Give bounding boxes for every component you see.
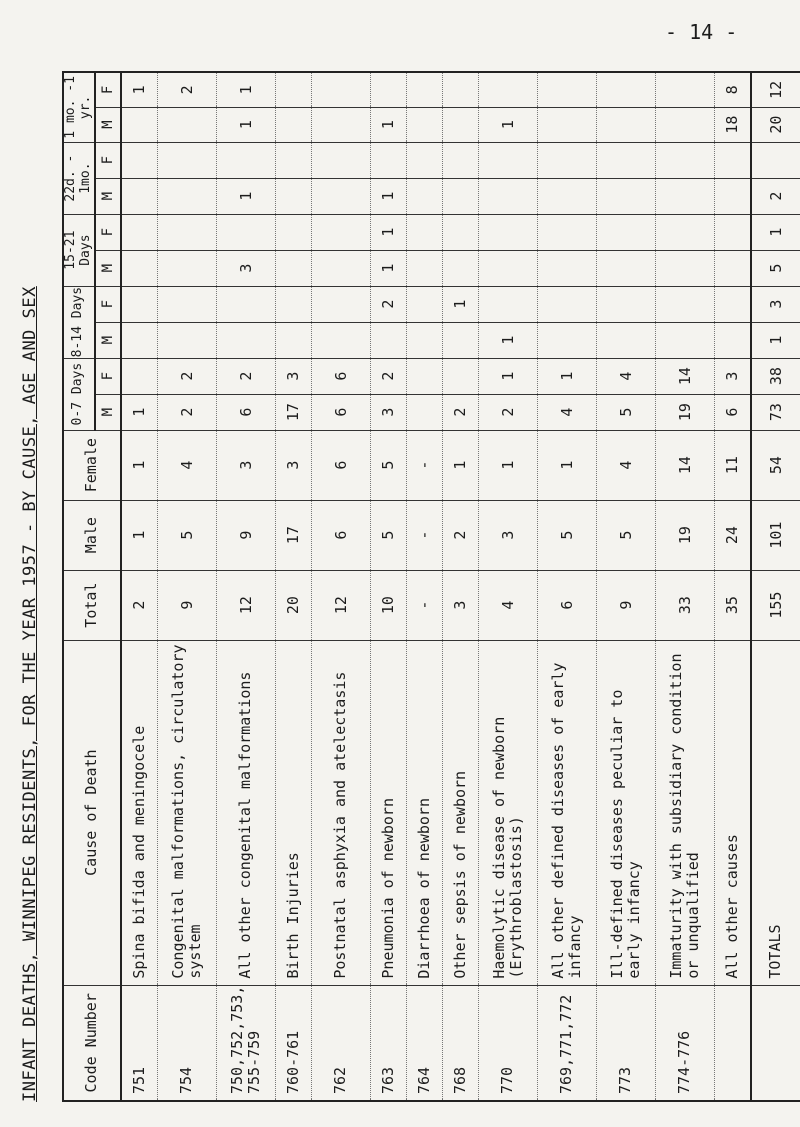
count-cell-d814-m bbox=[537, 322, 596, 358]
table-row bbox=[655, 72, 714, 1101]
count-cell-d22-f bbox=[406, 142, 442, 178]
code-cell: 751 bbox=[121, 985, 158, 1101]
count-cell-d1521-f: 1 bbox=[370, 214, 406, 250]
cause-cell: Ill-defined diseases peculiar to early infancy bbox=[596, 640, 655, 985]
count-cell-mo1-m: 1 bbox=[370, 107, 406, 142]
rotated-sheet bbox=[20, 2, 785, 1102]
cause-cell: Spina bifida and meningocele bbox=[121, 640, 158, 985]
count-cell-d22-m: 2 bbox=[751, 178, 800, 214]
count-cell-d22-f bbox=[537, 142, 596, 178]
count-cell-d07-f: 2 bbox=[216, 358, 275, 394]
col-header-female: Female bbox=[63, 430, 121, 500]
table-row bbox=[714, 72, 751, 1101]
count-cell-d814-f: 2 bbox=[370, 286, 406, 322]
count-cell-mo1-m bbox=[537, 107, 596, 142]
count-cell-mo1-f bbox=[596, 72, 655, 107]
col-header-age-1mo-1yr: 1 mo. -1 yr. bbox=[63, 72, 95, 142]
code-cell: 763 bbox=[370, 985, 406, 1101]
count-cell-d22-m bbox=[478, 178, 537, 214]
count-cell-d814-m bbox=[714, 322, 751, 358]
count-cell-d07-m: 2 bbox=[478, 394, 537, 430]
count-cell-mo1-m bbox=[275, 107, 311, 142]
count-cell-male: 5 bbox=[157, 500, 216, 570]
count-cell-d814-m bbox=[442, 322, 478, 358]
table-row bbox=[596, 72, 655, 1101]
count-cell-female: 3 bbox=[275, 430, 311, 500]
count-cell-d814-f bbox=[537, 286, 596, 322]
count-cell-d814-m: 1 bbox=[751, 322, 800, 358]
page-number: - 14 - bbox=[665, 20, 738, 44]
count-cell-mo1-f bbox=[370, 72, 406, 107]
cause-cell: All other defined diseases of early infancy bbox=[537, 640, 596, 985]
col-header-cause: Cause of Death bbox=[63, 640, 121, 985]
count-cell-d1521-m bbox=[655, 250, 714, 286]
table-row bbox=[311, 72, 370, 1101]
cause-cell: Congenital malformations, circulatory system bbox=[157, 640, 216, 985]
count-cell-d1521-m bbox=[442, 250, 478, 286]
count-cell-d22-f bbox=[751, 142, 800, 178]
cause-cell: Postnatal asphyxia and atelectasis bbox=[311, 640, 370, 985]
sub-header-m: M bbox=[95, 107, 121, 142]
count-cell-male: 6 bbox=[311, 500, 370, 570]
col-header-age-15-21: 15-21 Days bbox=[63, 214, 95, 286]
code-cell: 770 bbox=[478, 985, 537, 1101]
count-cell-male: - bbox=[406, 500, 442, 570]
count-cell-mo1-m bbox=[406, 107, 442, 142]
count-cell-d22-m bbox=[537, 178, 596, 214]
count-cell-d1521-m: 5 bbox=[751, 250, 800, 286]
count-cell-d814-m: 1 bbox=[478, 322, 537, 358]
count-cell-d1521-f bbox=[478, 214, 537, 250]
count-cell-total: 12 bbox=[216, 570, 275, 640]
count-cell-d22-f bbox=[121, 142, 158, 178]
cause-cell: All other congenital malformations bbox=[216, 640, 275, 985]
count-cell-mo1-m: 1 bbox=[478, 107, 537, 142]
count-cell-d814-f bbox=[216, 286, 275, 322]
count-cell-d22-m bbox=[311, 178, 370, 214]
count-cell-d22-f bbox=[442, 142, 478, 178]
count-cell-d814-m bbox=[121, 322, 158, 358]
count-cell-male: 2 bbox=[442, 500, 478, 570]
count-cell-total: 6 bbox=[537, 570, 596, 640]
table-row bbox=[406, 72, 442, 1101]
count-cell-total: 4 bbox=[478, 570, 537, 640]
count-cell-mo1-m bbox=[442, 107, 478, 142]
col-header-total: Total bbox=[63, 570, 121, 640]
count-cell-total: 12 bbox=[311, 570, 370, 640]
count-cell-d1521-f bbox=[714, 214, 751, 250]
count-cell-d1521-f bbox=[157, 214, 216, 250]
count-cell-d07-f: 6 bbox=[311, 358, 370, 394]
col-header-age-8-14: 8-14 Days bbox=[63, 286, 95, 358]
count-cell-d814-f bbox=[275, 286, 311, 322]
count-cell-d22-m bbox=[406, 178, 442, 214]
count-cell-d1521-m bbox=[537, 250, 596, 286]
count-cell-d07-m: 17 bbox=[275, 394, 311, 430]
count-cell-d1521-m bbox=[478, 250, 537, 286]
code-cell: 773 bbox=[596, 985, 655, 1101]
count-cell-female: - bbox=[406, 430, 442, 500]
count-cell-total: 35 bbox=[714, 570, 751, 640]
count-cell-mo1-m: 20 bbox=[751, 107, 800, 142]
count-cell-d1521-m: 3 bbox=[216, 250, 275, 286]
count-cell-d814-f bbox=[655, 286, 714, 322]
count-cell-d07-m: 6 bbox=[714, 394, 751, 430]
count-cell-d22-f bbox=[478, 142, 537, 178]
count-cell-female: 1 bbox=[121, 430, 158, 500]
count-cell-d22-f bbox=[714, 142, 751, 178]
cause-cell: Diarrhoea of newborn bbox=[406, 640, 442, 985]
count-cell-mo1-f bbox=[537, 72, 596, 107]
count-cell-d1521-m bbox=[311, 250, 370, 286]
count-cell-d814-m bbox=[275, 322, 311, 358]
count-cell-d07-f: 4 bbox=[596, 358, 655, 394]
count-cell-d814-f bbox=[311, 286, 370, 322]
count-cell-d1521-m bbox=[596, 250, 655, 286]
table-row bbox=[275, 72, 311, 1101]
count-cell-mo1-f bbox=[655, 72, 714, 107]
count-cell-d22-f bbox=[596, 142, 655, 178]
sub-header-m: M bbox=[95, 250, 121, 286]
code-cell: 762 bbox=[311, 985, 370, 1101]
count-cell-d22-m bbox=[442, 178, 478, 214]
count-cell-mo1-f: 1 bbox=[216, 72, 275, 107]
cause-cell: Birth Injuries bbox=[275, 640, 311, 985]
col-header-code: Code Number bbox=[63, 985, 121, 1101]
count-cell-female: 6 bbox=[311, 430, 370, 500]
count-cell-female: 3 bbox=[216, 430, 275, 500]
count-cell-d814-f bbox=[406, 286, 442, 322]
table-row bbox=[537, 72, 596, 1101]
count-cell-d07-f bbox=[121, 358, 158, 394]
count-cell-d814-f bbox=[714, 286, 751, 322]
count-cell-d07-m: 4 bbox=[537, 394, 596, 430]
count-cell-mo1-m bbox=[596, 107, 655, 142]
infant-deaths-table bbox=[62, 71, 800, 1102]
count-cell-d07-m: 2 bbox=[442, 394, 478, 430]
table-row bbox=[216, 72, 275, 1101]
code-cell: 769,771,772 bbox=[537, 985, 596, 1101]
count-cell-d22-f bbox=[655, 142, 714, 178]
count-cell-d1521-f bbox=[275, 214, 311, 250]
count-cell-d22-m bbox=[655, 178, 714, 214]
count-cell-mo1-m bbox=[311, 107, 370, 142]
table-row bbox=[751, 72, 800, 1101]
col-header-age-0-7: 0-7 Days bbox=[63, 358, 95, 430]
sub-header-f: F bbox=[95, 358, 121, 394]
count-cell-d1521-f bbox=[596, 214, 655, 250]
count-cell-mo1-m bbox=[655, 107, 714, 142]
count-cell-d1521-m bbox=[121, 250, 158, 286]
count-cell-female: 1 bbox=[478, 430, 537, 500]
count-cell-d814-m bbox=[655, 322, 714, 358]
count-cell-total: 33 bbox=[655, 570, 714, 640]
count-cell-d07-f: 38 bbox=[751, 358, 800, 394]
count-cell-total: - bbox=[406, 570, 442, 640]
count-cell-d814-m bbox=[157, 322, 216, 358]
sub-header-m: M bbox=[95, 322, 121, 358]
count-cell-d814-f bbox=[121, 286, 158, 322]
count-cell-d1521-m bbox=[157, 250, 216, 286]
count-cell-male: 5 bbox=[537, 500, 596, 570]
count-cell-mo1-m bbox=[157, 107, 216, 142]
count-cell-d07-f: 2 bbox=[157, 358, 216, 394]
table-row bbox=[370, 72, 406, 1101]
count-cell-d1521-m: 1 bbox=[370, 250, 406, 286]
count-cell-d22-m bbox=[121, 178, 158, 214]
table-row bbox=[157, 72, 216, 1101]
count-cell-d814-f bbox=[478, 286, 537, 322]
count-cell-d814-m bbox=[596, 322, 655, 358]
count-cell-d07-m: 5 bbox=[596, 394, 655, 430]
count-cell-d07-m: 3 bbox=[370, 394, 406, 430]
code-cell: 764 bbox=[406, 985, 442, 1101]
count-cell-d07-m: 2 bbox=[157, 394, 216, 430]
count-cell-d1521-m bbox=[406, 250, 442, 286]
count-cell-d814-f: 3 bbox=[751, 286, 800, 322]
sub-header-m: M bbox=[95, 394, 121, 430]
count-cell-d22-f bbox=[157, 142, 216, 178]
count-cell-d07-m: 6 bbox=[216, 394, 275, 430]
count-cell-d07-m bbox=[406, 394, 442, 430]
count-cell-female: 1 bbox=[442, 430, 478, 500]
count-cell-d07-f: 3 bbox=[275, 358, 311, 394]
count-cell-female: 14 bbox=[655, 430, 714, 500]
count-cell-total: 155 bbox=[751, 570, 800, 640]
cause-cell: All other causes bbox=[714, 640, 751, 985]
count-cell-total: 2 bbox=[121, 570, 158, 640]
col-header-male: Male bbox=[63, 500, 121, 570]
count-cell-female: 11 bbox=[714, 430, 751, 500]
count-cell-d07-f bbox=[406, 358, 442, 394]
count-cell-total: 20 bbox=[275, 570, 311, 640]
table-row bbox=[121, 72, 158, 1101]
count-cell-d07-f bbox=[442, 358, 478, 394]
count-cell-mo1-f: 8 bbox=[714, 72, 751, 107]
count-cell-d22-m bbox=[596, 178, 655, 214]
count-cell-d22-m bbox=[275, 178, 311, 214]
count-cell-d07-m: 73 bbox=[751, 394, 800, 430]
sub-header-f: F bbox=[95, 214, 121, 250]
count-cell-d1521-m bbox=[714, 250, 751, 286]
count-cell-mo1-f bbox=[406, 72, 442, 107]
count-cell-male: 24 bbox=[714, 500, 751, 570]
code-cell: 760-761 bbox=[275, 985, 311, 1101]
count-cell-mo1-f: 12 bbox=[751, 72, 800, 107]
count-cell-d22-m bbox=[714, 178, 751, 214]
cause-cell: TOTALS bbox=[751, 640, 800, 985]
count-cell-d07-m: 19 bbox=[655, 394, 714, 430]
count-cell-d07-f: 1 bbox=[537, 358, 596, 394]
count-cell-female: 1 bbox=[537, 430, 596, 500]
count-cell-mo1-m bbox=[121, 107, 158, 142]
count-cell-mo1-f: 2 bbox=[157, 72, 216, 107]
cause-cell: Pneumonia of newborn bbox=[370, 640, 406, 985]
count-cell-d1521-f: 1 bbox=[751, 214, 800, 250]
table-row bbox=[442, 72, 478, 1101]
count-cell-d22-f bbox=[370, 142, 406, 178]
col-header-age-22d-1mo: 22d. - 1mo. bbox=[63, 142, 95, 214]
count-cell-mo1-f bbox=[311, 72, 370, 107]
code-cell bbox=[714, 985, 751, 1101]
table-body bbox=[121, 72, 800, 1101]
count-cell-d814-m bbox=[370, 322, 406, 358]
code-cell: 754 bbox=[157, 985, 216, 1101]
count-cell-male: 1 bbox=[121, 500, 158, 570]
count-cell-d1521-f bbox=[406, 214, 442, 250]
count-cell-d07-f: 2 bbox=[370, 358, 406, 394]
count-cell-d814-f: 1 bbox=[442, 286, 478, 322]
cause-cell: Other sepsis of newborn bbox=[442, 640, 478, 985]
count-cell-d22-m bbox=[157, 178, 216, 214]
count-cell-male: 5 bbox=[596, 500, 655, 570]
sub-header-f: F bbox=[95, 286, 121, 322]
count-cell-d814-f bbox=[596, 286, 655, 322]
cause-cell: Haemolytic disease of newborn (Erythroblastosis) bbox=[478, 640, 537, 985]
table-row bbox=[478, 72, 537, 1101]
count-cell-male: 9 bbox=[216, 500, 275, 570]
cause-cell: Immaturity with subsidiary condition or unqualified bbox=[655, 640, 714, 985]
code-cell: 768 bbox=[442, 985, 478, 1101]
count-cell-female: 5 bbox=[370, 430, 406, 500]
table-title: INFANT DEATHS, WINNIPEG RESIDENTS, FOR THE YEAR 1957 - BY CAUSE, AGE AND SEX bbox=[20, 286, 40, 1102]
sub-header-m: M bbox=[95, 178, 121, 214]
sub-header-f: F bbox=[95, 142, 121, 178]
count-cell-d814-f bbox=[157, 286, 216, 322]
count-cell-d07-m: 1 bbox=[121, 394, 158, 430]
code-cell bbox=[751, 985, 800, 1101]
count-cell-d814-m bbox=[216, 322, 275, 358]
count-cell-d07-m: 6 bbox=[311, 394, 370, 430]
count-cell-d22-f bbox=[311, 142, 370, 178]
count-cell-male: 17 bbox=[275, 500, 311, 570]
count-cell-mo1-m: 1 bbox=[216, 107, 275, 142]
count-cell-d1521-f bbox=[442, 214, 478, 250]
count-cell-d07-f: 1 bbox=[478, 358, 537, 394]
count-cell-female: 4 bbox=[596, 430, 655, 500]
count-cell-mo1-f bbox=[478, 72, 537, 107]
code-cell: 774-776 bbox=[655, 985, 714, 1101]
count-cell-d1521-f bbox=[311, 214, 370, 250]
count-cell-total: 9 bbox=[157, 570, 216, 640]
count-cell-total: 9 bbox=[596, 570, 655, 640]
count-cell-d22-m: 1 bbox=[370, 178, 406, 214]
count-cell-d07-f: 3 bbox=[714, 358, 751, 394]
count-cell-total: 10 bbox=[370, 570, 406, 640]
count-cell-mo1-f bbox=[275, 72, 311, 107]
code-cell: 750,752,753, 755-759 bbox=[216, 985, 275, 1101]
count-cell-female: 54 bbox=[751, 430, 800, 500]
count-cell-d1521-f bbox=[537, 214, 596, 250]
count-cell-d1521-f bbox=[216, 214, 275, 250]
count-cell-mo1-f bbox=[442, 72, 478, 107]
count-cell-d1521-f bbox=[655, 214, 714, 250]
count-cell-male: 5 bbox=[370, 500, 406, 570]
count-cell-d1521-f bbox=[121, 214, 158, 250]
count-cell-d07-f: 14 bbox=[655, 358, 714, 394]
count-cell-d814-m bbox=[406, 322, 442, 358]
sub-header-f: F bbox=[95, 72, 121, 107]
count-cell-female: 4 bbox=[157, 430, 216, 500]
count-cell-male: 3 bbox=[478, 500, 537, 570]
count-cell-d814-m bbox=[311, 322, 370, 358]
count-cell-d22-f bbox=[216, 142, 275, 178]
count-cell-mo1-f: 1 bbox=[121, 72, 158, 107]
count-cell-total: 3 bbox=[442, 570, 478, 640]
count-cell-d22-f bbox=[275, 142, 311, 178]
count-cell-d22-m: 1 bbox=[216, 178, 275, 214]
count-cell-d1521-m bbox=[275, 250, 311, 286]
count-cell-mo1-m: 18 bbox=[714, 107, 751, 142]
count-cell-male: 19 bbox=[655, 500, 714, 570]
count-cell-male: 101 bbox=[751, 500, 800, 570]
